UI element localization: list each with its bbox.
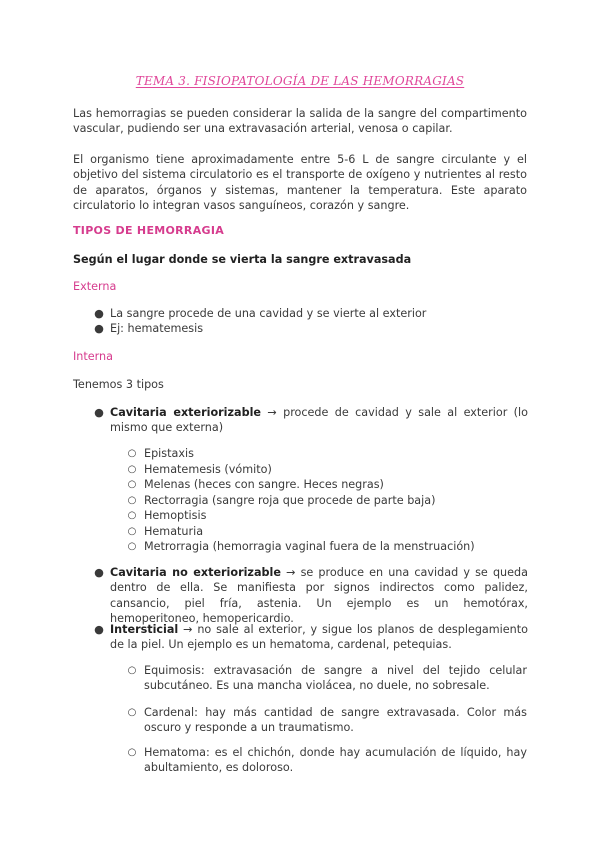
bullet-icon: ●	[94, 406, 104, 419]
interna-heading: Interna	[73, 350, 114, 363]
subitem-epistaxis: Epistaxis	[144, 447, 194, 460]
bullet-icon: ●	[94, 566, 104, 579]
type-cavitaria-no-exteriorizable	[110, 565, 528, 627]
subitem-cardenal: Cardenal: hay más cantidad de sangre extravasada. Color más oscuro y responde a un traumatismo.	[144, 706, 527, 735]
type-cavitaria-exteriorizable	[110, 405, 528, 436]
circle-bullet-icon: ○	[127, 494, 137, 506]
bullet-icon: ●	[94, 307, 104, 320]
document-title: TEMA 3. FISIOPATOLOGÍA DE LAS HEMORRAGIAS	[135, 74, 465, 88]
interna-intro: Tenemos 3 tipos	[73, 378, 164, 391]
circle-bullet-icon: ○	[127, 541, 137, 552]
subitem-metrorragia: Metrorragia (hemorragia vaginal fuera de la menstruación)	[144, 540, 475, 553]
subitem-hematemesis: Hematemesis (vómito)	[144, 462, 272, 476]
type-desc: → procede de cavidad y sale al exterior (lo mismo que externa)	[110, 406, 528, 435]
circle-bullet-icon: ○	[127, 747, 137, 758]
externa-item-2: Ej: hematemesis	[110, 322, 204, 335]
subitem-rectorragia: Rectorragia (sangre roja que procede de parte baja)	[144, 493, 436, 507]
externa-heading: Externa	[73, 280, 117, 293]
section-title: TIPOS DE HEMORRAGIA	[73, 224, 225, 237]
type-desc: → se produce en una cavidad y se queda dentro de ella. Se manifiesta por signos indirectos como palidez, cansancio, piel fría, astenia. Un ejemplo es un hemotórax, hemoperitoneo, hemopericardio.	[110, 566, 528, 626]
subitem-melenas: Melenas (heces con sangre. Heces negras)	[144, 478, 384, 491]
type-desc: → no sale al exterior, y sigue los planos de desplegamiento de la piel. Un ejemplo es un hematoma, cardenal, petequias.	[110, 623, 528, 652]
bullet-icon: ●	[94, 623, 104, 636]
subitem-hematuria: Hematuria	[144, 524, 204, 538]
type-term: Cavitaria no exteriorizable	[110, 566, 281, 579]
intro-paragraph-1: Las hemorragias se pueden considerar la salida de la sangre del compartimento vascular, pudiendo ser una extravasación arterial, venosa o capilar.	[73, 107, 527, 136]
type-intersticial	[110, 622, 528, 653]
bullet-icon: ●	[94, 322, 104, 335]
section-subtitle: Según el lugar donde se vierta la sangre extravasada	[73, 253, 412, 266]
subitem-hemoptisis: Hemoptisis	[144, 509, 207, 522]
circle-bullet-icon: ○	[127, 510, 137, 521]
subitem-equimosis: Equimosis: extravasación de sangre a nivel del tejido celular subcutáneo. Es una mancha violácea, no duele, no sobresale.	[144, 664, 527, 693]
circle-bullet-icon: ○	[127, 707, 137, 718]
circle-bullet-icon: ○	[127, 448, 137, 459]
circle-bullet-icon: ○	[127, 665, 137, 676]
subitem-hematoma: Hematoma: es el chichón, donde hay acumulación de líquido, hay abultamiento, es doloroso.	[144, 746, 527, 775]
circle-bullet-icon: ○	[127, 463, 137, 475]
intro-paragraph-2: El organismo tiene aproximadamente entre 5-6 L de sangre circulante y el objetivo del sistema circulatorio es el transporte de oxígeno y nutrientes al resto de aparatos, órganos y sistemas, mantener la temperatura. Este aparato circulatorio lo integran vasos sanguíneos, corazón y sangre.	[73, 153, 527, 213]
circle-bullet-icon: ○	[127, 525, 137, 537]
type-term: Intersticial	[110, 623, 179, 636]
circle-bullet-icon: ○	[127, 479, 137, 490]
type-term: Cavitaria exteriorizable	[110, 406, 262, 419]
externa-item-1: La sangre procede de una cavidad y se vierte al exterior	[110, 307, 427, 320]
